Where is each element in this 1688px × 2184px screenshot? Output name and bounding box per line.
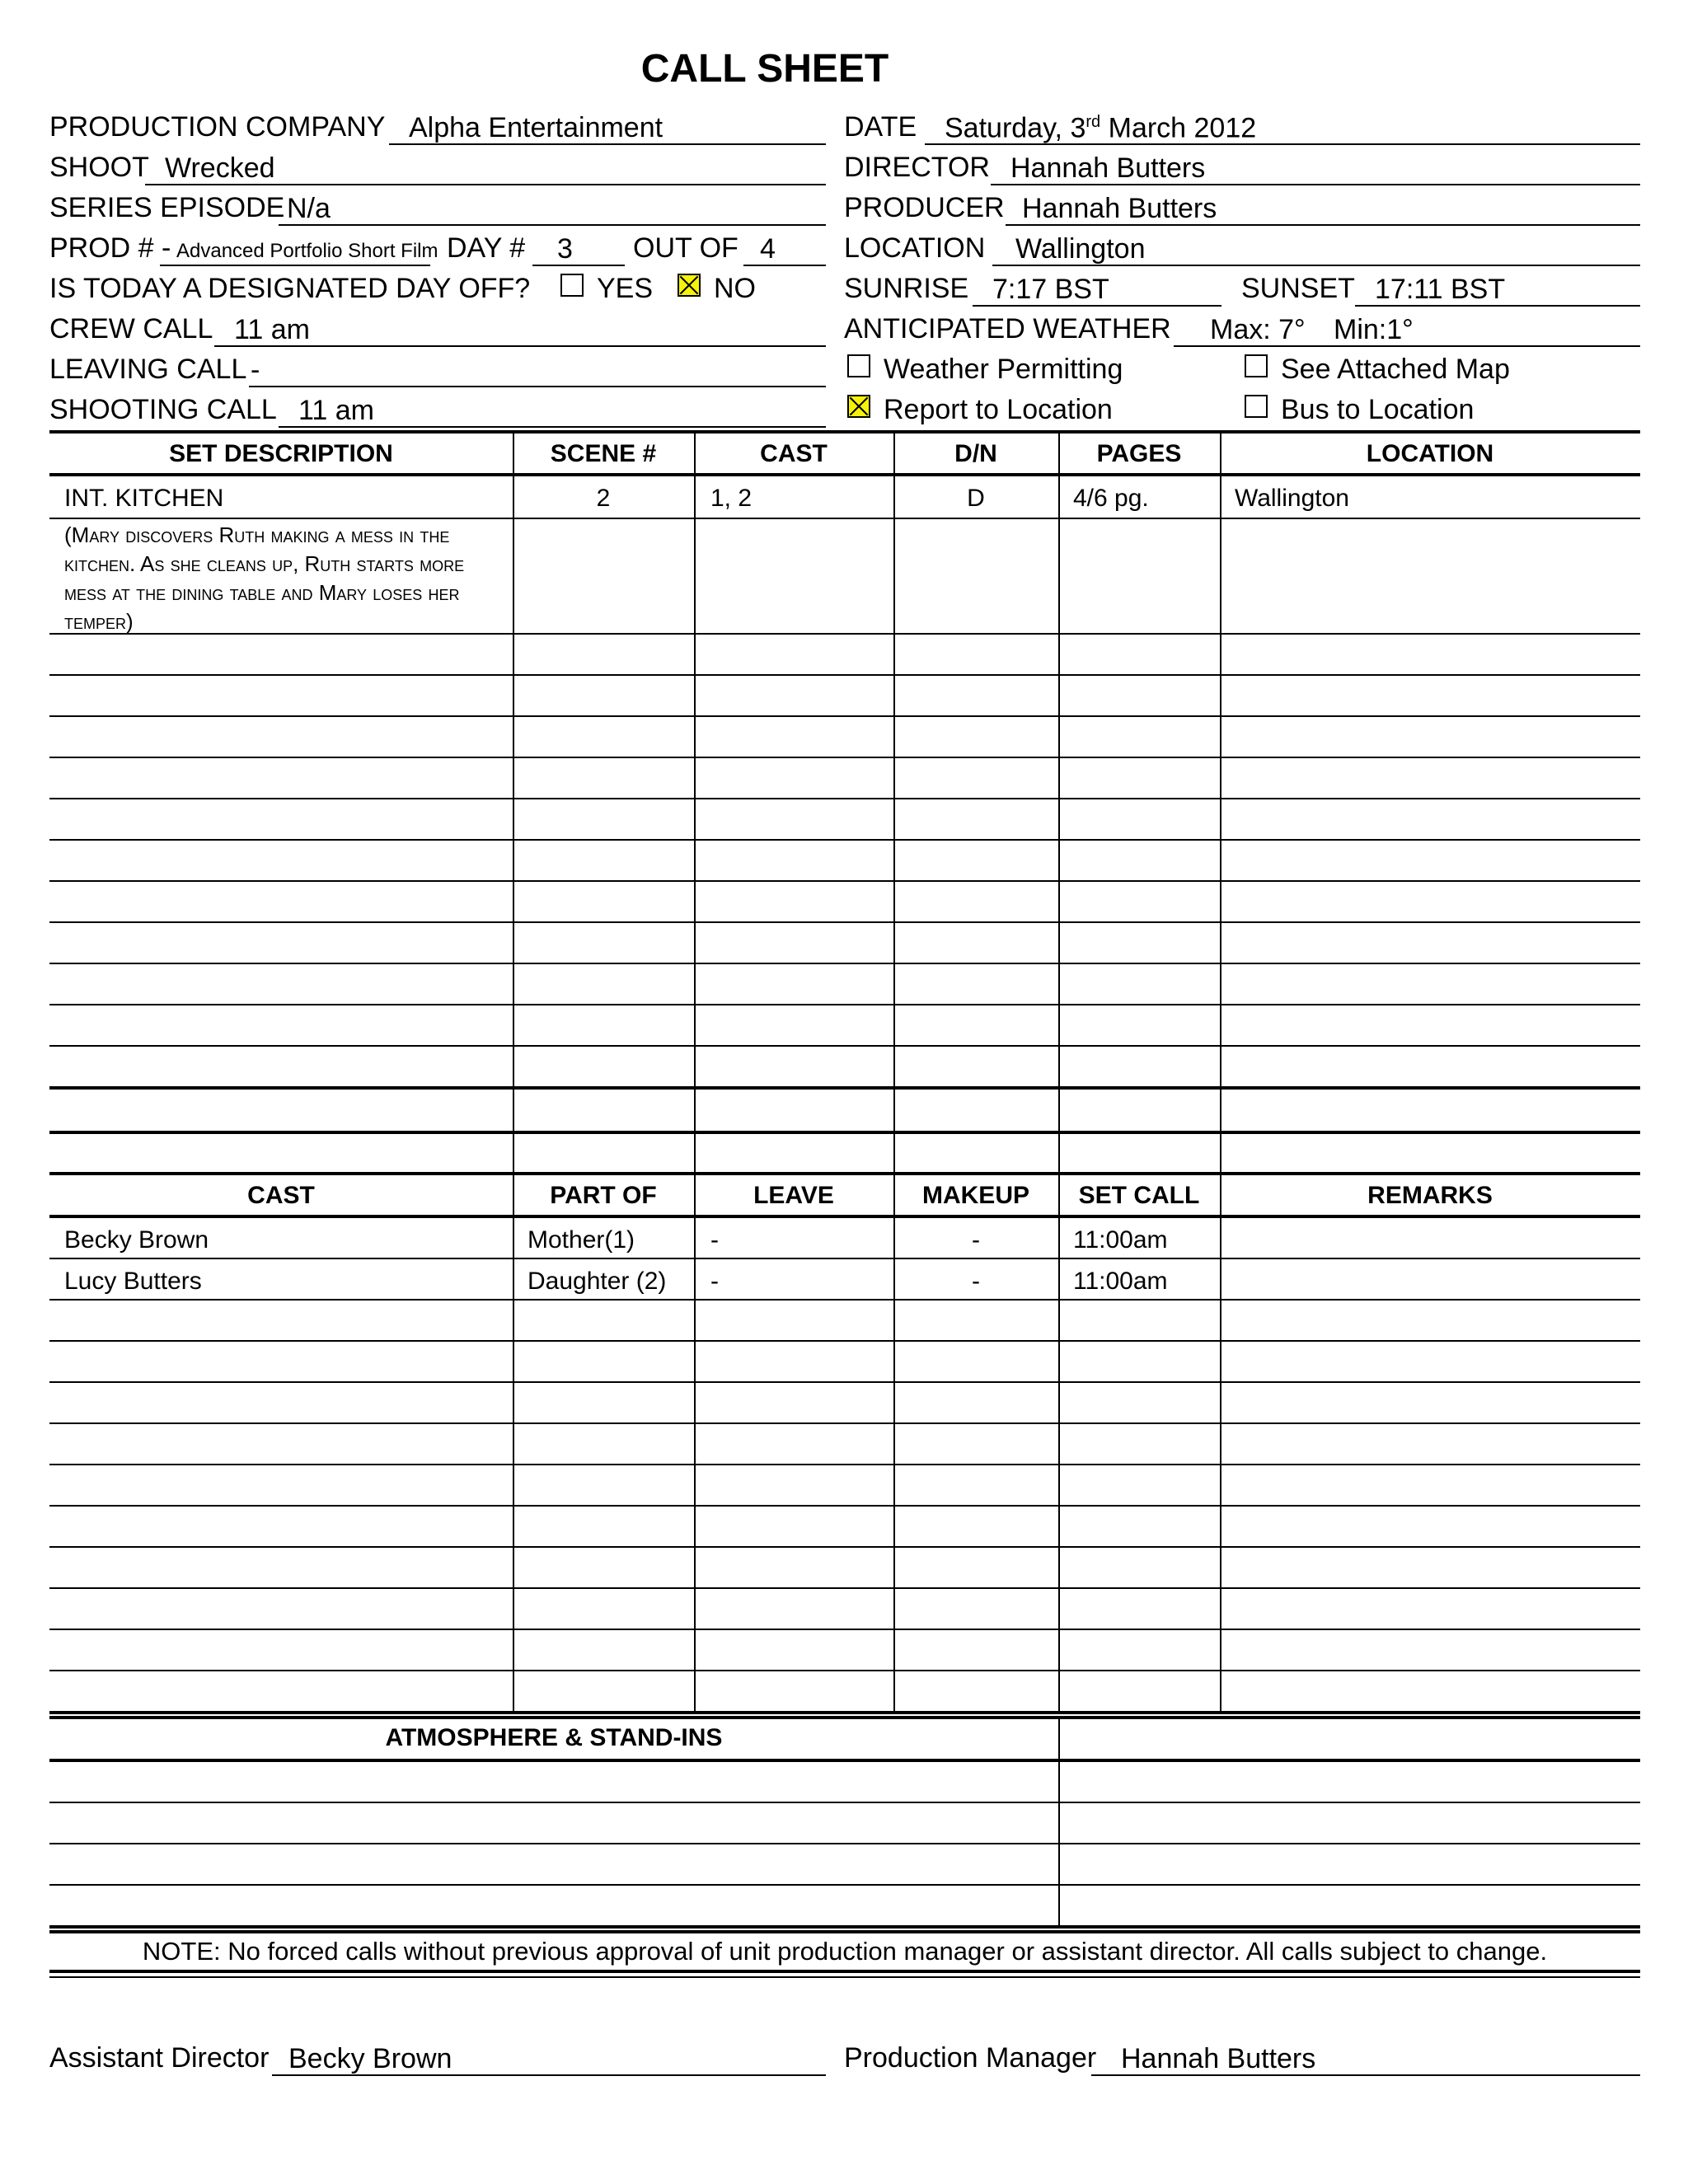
scene-cast: 1, 2 [710,485,753,512]
date-value: Saturday, 3 [945,112,1086,143]
shoot-field[interactable]: Wrecked [145,154,826,185]
note-text: NOTE: No forced calls without previous approval of unit production manager or assistant director. All calls subject to change. [142,1937,1548,1966]
leaving-call-field[interactable]: - [249,356,826,387]
scenes-table-top [49,430,1640,434]
cast-name: Becky Brown [64,1226,209,1254]
out-of-field[interactable]: 4 [743,235,826,266]
production-company-field[interactable]: Alpha Entertainment [389,114,826,145]
weather-label: ANTICIPATED WEATHER [844,313,1171,344]
sunrise-field[interactable]: 7:17 BST [973,275,1221,307]
no-label: NO [714,273,756,304]
producer-label: PRODUCER [844,192,1005,223]
weather-permitting-checkbox[interactable] [847,354,870,377]
weather-max: Max: 7° [1210,314,1306,345]
shooting-call-label: SHOOTING CALL [49,394,277,425]
cast-set-call: 11:00am [1073,1226,1168,1254]
header-part-of: PART OF [550,1182,657,1209]
weather-min: Min:1° [1334,314,1414,345]
see-map-checkbox[interactable] [1245,354,1268,377]
sunset-label: SUNSET [1241,273,1355,304]
scene-number: 2 [596,485,611,512]
scene-set: INT. KITCHEN [64,485,224,512]
production-company-label: PRODUCTION COMPANY [49,111,386,143]
scene-dn: D [967,485,985,512]
shooting-call-field[interactable]: 11 am [279,396,826,428]
header-scene: SCENE # [550,440,657,467]
date-label: DATE [844,111,917,143]
crew-call-field[interactable]: 11 am [214,316,826,347]
assistant-director-label: Assistant Director [49,2042,270,2074]
atmosphere-header: ATMOSPHERE & STAND-INS [385,1724,723,1751]
location-field[interactable]: Wallington [992,235,1640,266]
cast-name: Lucy Butters [64,1268,202,1295]
production-manager-label: Production Manager [844,2042,1097,2074]
header-set-description: SET DESCRIPTION [169,440,393,467]
cast-leave: - [710,1268,719,1295]
header-remarks: REMARKS [1367,1182,1493,1209]
prod-label: PROD # - [49,232,171,264]
yes-label: YES [597,273,654,304]
director-label: DIRECTOR [844,152,990,183]
report-location-checkbox[interactable] [847,395,870,418]
cast-leave: - [710,1226,719,1254]
scene-pages: 4/6 pg. [1073,485,1149,512]
assistant-director-field[interactable]: Becky Brown [272,2045,826,2076]
date-sup: rd [1085,112,1101,131]
leaving-call-label: LEAVING CALL [49,354,247,385]
header-location: LOCATION [1366,440,1494,467]
header-cast-name: CAST [247,1182,315,1209]
out-of-label: OUT OF [633,232,738,264]
header-makeup: MAKEUP [921,1182,1029,1209]
cast-makeup: - [972,1268,980,1295]
series-episode-field[interactable]: N/a [279,194,826,226]
header-dn: D/N [954,440,997,467]
producer-field[interactable]: Hannah Butters [1006,194,1640,226]
production-manager-field[interactable]: Hannah Butters [1091,2045,1640,2076]
bus-location-label: Bus to Location [1281,394,1475,425]
no-checkbox[interactable] [678,274,701,297]
cast-table-top [49,1172,1640,1175]
weather-field[interactable] [1174,316,1640,347]
page-title: CALL SHEET [640,47,889,91]
header-leave: LEAVE [753,1182,834,1209]
day-field[interactable]: 3 [532,235,625,266]
report-location-label: Report to Location [884,394,1113,425]
location-label: LOCATION [844,232,986,264]
scene-description: (Mary discovers Ruth making a mess in the kitchen. As she cleans up, Ruth starts more mess at the dining table and Mary loses her temper) [64,523,465,634]
scene-location: Wallington [1235,485,1349,512]
cast-part: Daughter (2) [528,1268,667,1295]
day-label: DAY # [447,232,526,264]
yes-checkbox[interactable] [560,274,584,297]
day-off-label: IS TODAY A DESIGNATED DAY OFF? [49,273,531,304]
crew-call-label: CREW CALL [49,313,213,344]
date-value-rest: March 2012 [1100,112,1257,143]
sunset-field[interactable]: 17:11 BST [1355,275,1640,307]
header-cast: CAST [760,440,828,467]
scenes-header-bottom [49,473,1640,476]
bus-location-checkbox[interactable] [1245,395,1268,418]
sunrise-label: SUNRISE [844,273,969,304]
series-episode-label: SERIES EPISODE [49,192,285,223]
header-set-call: SET CALL [1078,1182,1200,1209]
cast-set-call: 11:00am [1073,1268,1168,1295]
date-field[interactable] [925,114,1640,145]
cast-part: Mother(1) [528,1226,635,1254]
director-field[interactable]: Hannah Butters [991,154,1640,185]
weather-permitting-label: Weather Permitting [884,354,1123,385]
header-pages: PAGES [1096,440,1182,467]
shoot-label: SHOOT [49,152,149,183]
see-map-label: See Attached Map [1281,354,1510,385]
cast-makeup: - [972,1226,980,1254]
prod-field[interactable]: Advanced Portfolio Short Film [160,235,430,266]
